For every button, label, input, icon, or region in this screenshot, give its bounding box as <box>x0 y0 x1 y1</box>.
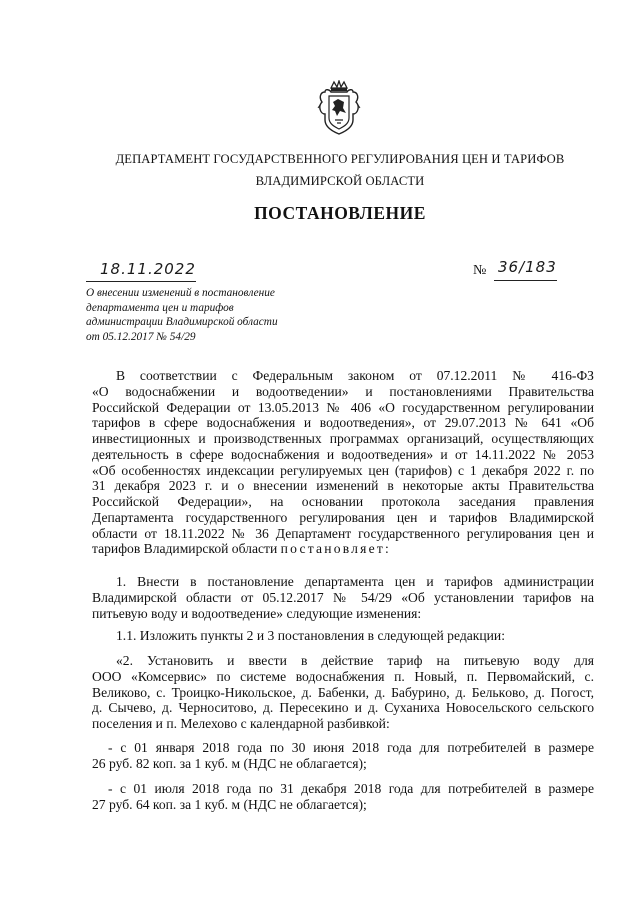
department-name-line1: ДЕПАРТАМЕНТ ГОСУДАРСТВЕННОГО РЕГУЛИРОВАНИЯ ЦЕН И ТАРИФОВ <box>115 152 565 166</box>
bullet-2-line: - с 01 июля 2018 года по 31 декабря 2018 года для потребителей в размере <box>108 781 594 796</box>
subject-line: департамента цен и тарифов <box>86 301 234 314</box>
item-1-line: 1. Внести в постановление департамента цен и тарифов администрации <box>116 574 594 589</box>
tariff-bullet-1 <box>92 740 594 772</box>
item-2-line: д. Сычево, д. Черноситово, д. Пересекино и д. Суханиха Новосельского сельского <box>92 700 594 716</box>
preamble-line: Российской Федерации», на основании протокола заседания правления <box>92 494 594 509</box>
preamble-line: области от 18.11.2022 № 36 Департамент государственного регулирования цен и <box>92 525 594 541</box>
preamble-last-line <box>92 541 594 557</box>
preamble-line: «О водоснабжении и водоотведении» и постановлениями Правительства <box>92 383 594 399</box>
department-name-line2: ВЛАДИМИРСКОЙ ОБЛАСТИ <box>255 174 425 188</box>
item-2-paragraph <box>92 653 594 732</box>
item-2-line: поселения и п. Мелехово с календарной разбивкой: <box>92 716 390 731</box>
bullet-2-line: 27 руб. 64 коп. за 1 куб. м (НДС не облагается); <box>92 796 367 812</box>
preamble-line: «Об особенностях индексации регулируемых цен (тарифов) с 1 декабря 2022 г. по <box>92 462 594 478</box>
document-type-title: ПОСТАНОВЛЕНИЕ <box>254 203 426 223</box>
number-underline <box>494 280 557 281</box>
coat-of-arms-icon <box>316 80 362 136</box>
document-subject <box>86 286 316 344</box>
preamble-line: 31 декабря 2023 г. и о внесении изменений в некоторые акты Правительства <box>92 478 594 494</box>
item-1-1-line: 1.1. Изложить пункты 2 и 3 постановления в следующей редакции: <box>116 628 505 643</box>
document-date: 18.11.2022 <box>100 260 196 278</box>
number-label: № <box>473 263 487 278</box>
tariff-bullet-2 <box>92 781 594 813</box>
subject-line: администрации Владимирской области <box>86 316 278 328</box>
document-number: 36/183 <box>498 258 557 276</box>
item-2-line: «2. Установить и ввести в действие тариф на питьевую воду для <box>116 653 594 668</box>
item-2-line: Великово, с. Троицко-Никольское, д. Бабенки, д. Бабурино, д. Белькoво, д. Погост, <box>92 684 594 700</box>
preamble-line: инвестиционных и производственных программах организаций, осуществляющих <box>92 431 594 446</box>
bullet-1-line: - с 01 января 2018 года по 30 июня 2018 года для потребителей в размере <box>108 740 594 755</box>
item-1-line: Владимирской области от 05.12.2017 № 54/29 «Об установлении тарифов на <box>92 589 594 605</box>
preamble-last-text: тарифов Владимирской области <box>92 541 278 557</box>
preamble-paragraph <box>92 368 594 557</box>
preamble-line: деятельность в сфере водоснабжения и водоотведения» и от 14.11.2022 № 2053 <box>92 446 594 462</box>
decree-word: постановляет: <box>280 541 391 557</box>
date-underline <box>86 281 196 282</box>
preamble-line: Российской Федерации от 13.05.2013 № 406 «О государственном регулировании <box>92 399 594 415</box>
item-1-line: питьевую воду и водоотведение» следующие изменения: <box>92 605 422 621</box>
preamble-line: тарифов в сфере водоснабжения и водоотведения», от 29.07.2013 № 641 «Об <box>92 415 594 431</box>
preamble-line: В соответствии с Федеральным законом от 07.12.2011 № 416-ФЗ <box>116 368 594 383</box>
item-2-line: ООО «Комсервис» по системе водоснабжения п. Новый, п. Первомайский, с. <box>92 668 594 684</box>
item-1-paragraph <box>92 574 594 621</box>
subject-line: от 05.12.2017 № 54/29 <box>86 330 196 343</box>
item-1-1-paragraph <box>92 628 594 644</box>
subject-line: О внесении изменений в постановление <box>86 287 275 299</box>
bullet-1-line: 26 руб. 82 коп. за 1 куб. м (НДС не облагается); <box>92 755 367 771</box>
preamble-line: Департамента государственного регулирования цен и тарифов Владимирской <box>92 509 594 525</box>
